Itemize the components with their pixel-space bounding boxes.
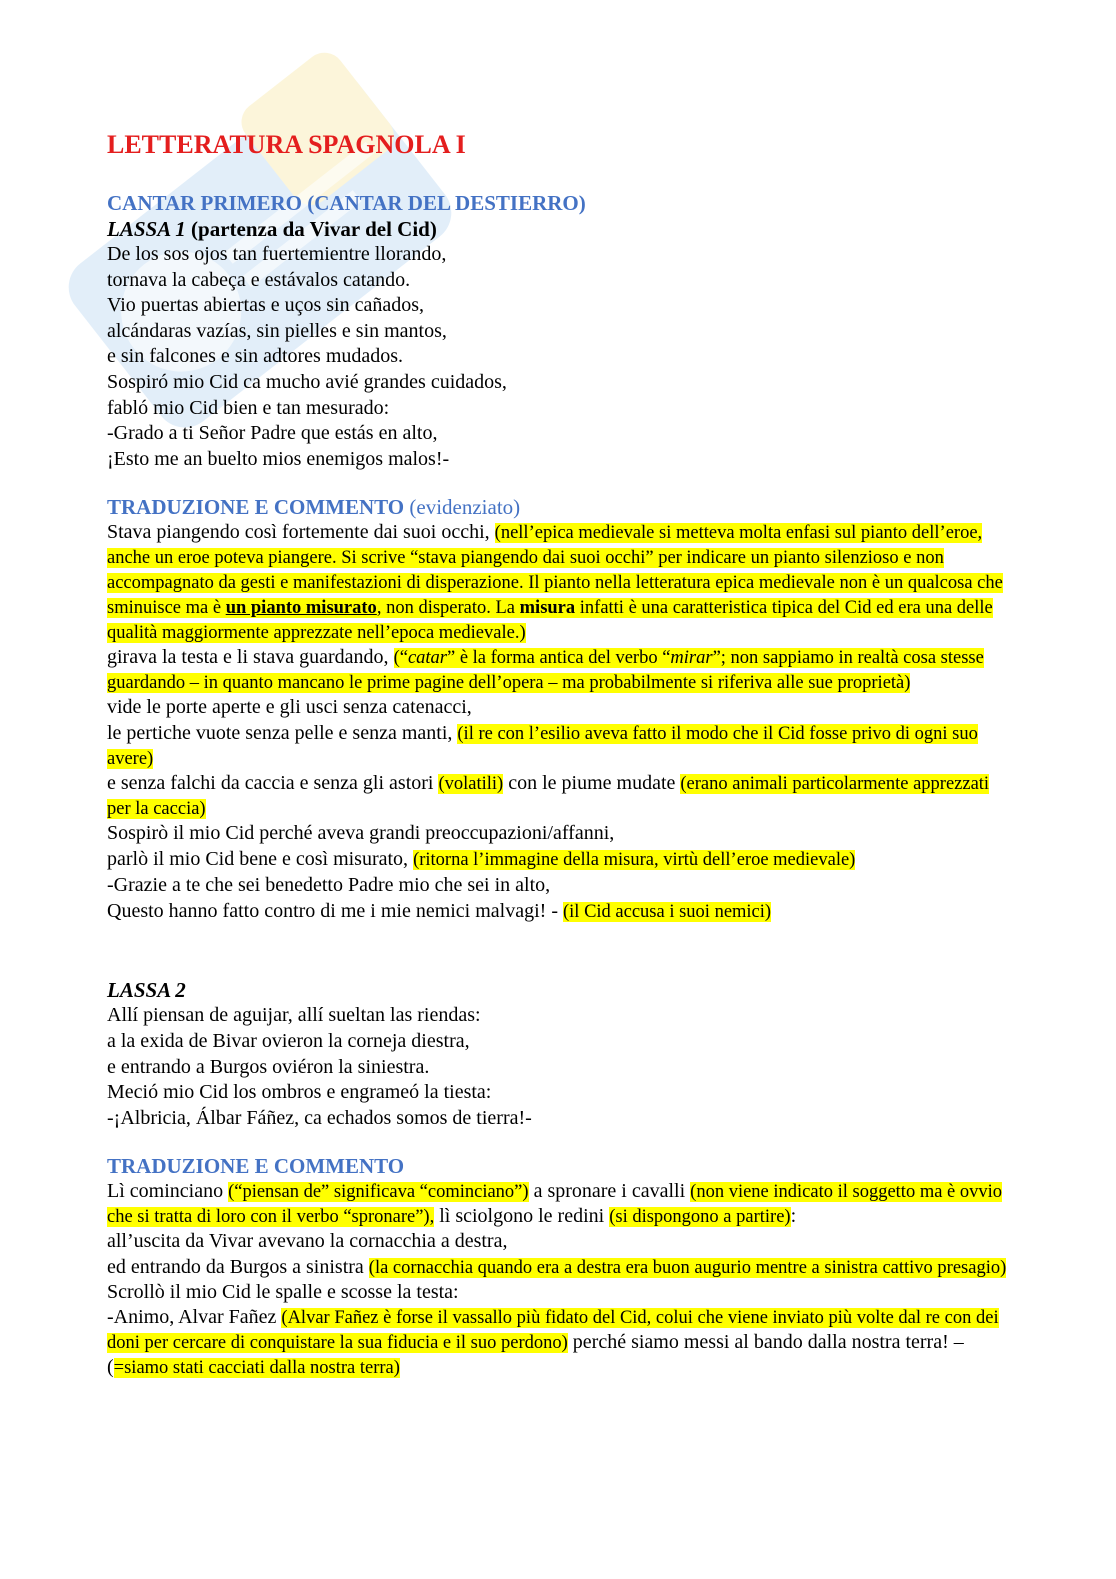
lassa1-title	[107, 216, 1007, 242]
trad2-text: ed entrando da Burgos a sinistra	[107, 1255, 369, 1278]
lassa1-verse: Sospiró mio Cid ca mucho avié grandes cuidados,	[107, 370, 507, 393]
comment-highlight: (si dispongono a partire)	[609, 1207, 791, 1228]
trad1-paragraph: -Grazie a te che sei benedetto Padre mio che sei in alto,	[107, 874, 551, 897]
trad1-paragraph	[107, 771, 1007, 821]
trad1-paragraph: vide le porte aperte e gli usci senza catenacci,	[107, 696, 472, 719]
trad1-heading-note: (evidenziato)	[404, 495, 521, 520]
lassa1-verse: fabló mio Cid bien e tan mesurado:	[107, 396, 390, 419]
trad1-text: con le piume mudate	[503, 771, 681, 794]
comment-highlight: (nell’epica medievale si metteva molta enfasi sul pianto dell’eroe, anche un eroe poteva piangere. Si scrive “stava piangendo dai suoi occhi” per indicare un pianto silenzioso e non accompagnato da gesti e manifestazioni di disperazione. Il pianto nella letteratura epica medievale non è un qualcosa che sminuisce ma è un pianto misurato, non disperato. La misura infatti è una caratteristica tipica del Cid ed era una delle qualità maggiormente apprezzate nell’epoca medievale.)	[107, 523, 1003, 644]
document-page	[107, 128, 1007, 1380]
comment-highlight: (il Cid accusa i suoi nemici)	[563, 901, 772, 922]
lassa2-verse: a la exida de Bivar ovieron la corneja diestra,	[107, 1029, 470, 1052]
comment-highlight: (volatili)	[438, 773, 504, 794]
trad2-paragraph	[107, 1179, 1007, 1229]
trad2-paragraph: all’uscita da Vivar avevano la cornacchia a destra,	[107, 1230, 508, 1253]
trad1-heading	[107, 494, 1007, 520]
lassa1-verse: De los sos ojos tan fuertemientre llorando,	[107, 243, 447, 265]
trad2-paragraph: Scrollò il mio Cid le spalle e scosse la testa:	[107, 1280, 459, 1303]
trad1-paragraph	[107, 847, 1007, 874]
trad2-text: perché siamo messi al bando dalla nostra terra! – (	[107, 1331, 964, 1379]
comment-highlight: (“piensan de” significava “cominciano”)	[228, 1182, 529, 1203]
lassa2-verse: e entrando a Burgos oviéron la siniestra.	[107, 1055, 430, 1078]
trad1-paragraph	[107, 899, 1007, 926]
lassa1-verse: tornava la cabeça e estávalos catando.	[107, 268, 411, 291]
lassa1-verse: ¡Esto me an buelto mios enemigos malos!-	[107, 447, 450, 470]
lassa1-subtitle: (partenza da Vivar del Cid)	[185, 217, 437, 241]
document-title: LETTERATURA SPAGNOLA I	[107, 130, 466, 159]
lassa1-verse: Vio puertas abiertas e uços sin cañados,	[107, 294, 425, 317]
trad1-heading-text: TRADUZIONE E COMMENTO	[107, 495, 405, 520]
comment-highlight: (erano animali particolarmente apprezzati per la caccia)	[107, 773, 990, 819]
trad2-heading: TRADUZIONE E COMMENTO	[107, 1154, 405, 1179]
comment-highlight: (ritorna l’immagine della misura, virtù dell’eroe medievale)	[413, 849, 856, 870]
trad1-text: parlò il mio Cid bene e così misurato,	[107, 847, 414, 870]
comment-highlight: =siamo stati cacciati dalla nostra terra)	[113, 1358, 400, 1379]
trad2-paragraph	[107, 1305, 1007, 1380]
lassa1-verse: e sin falcones e sin adtores mudados.	[107, 345, 404, 368]
trad1-text: girava la testa e li stava guardando,	[107, 646, 394, 669]
trad1-text: e senza falchi da caccia e senza gli astori	[107, 771, 439, 794]
comment-highlight: (la cornacchia quando era a destra era buon augurio mentre a sinistra cattivo presagio)	[368, 1257, 1007, 1278]
trad1-paragraph: Sospirò il mio Cid perché aveva grandi preoccupazioni/affanni,	[107, 821, 615, 844]
lassa1-verse: alcándaras vazías, sin pielles e sin mantos,	[107, 319, 447, 342]
comment-highlight: (il re con l’esilio aveva fatto il modo che il Cid fosse privo di ogni suo avere)	[107, 723, 978, 769]
trad2-text: a spronare i cavalli	[528, 1180, 691, 1203]
lassa2-verse: Meció mio Cid los ombros e engrameó la tiesta:	[107, 1081, 492, 1104]
lassa1-verse: -Grado a ti Señor Padre que estás en alto,	[107, 422, 438, 445]
trad2-paragraph	[107, 1255, 1007, 1280]
trad1-text: Questo hanno fatto contro di me i mie nemici malvagi! -	[107, 899, 563, 922]
comment-highlight: (“catar” è la forma antica del verbo “mirar”; non sappiamo in realtà cosa stesse guardando – in quanto mancano le prime pagine dell’opera – ma probabilmente si riferiva alle sue proprietà)	[107, 648, 984, 694]
lassa2-verse: Allí piensan de aguijar, allí sueltan las riendas:	[107, 1004, 481, 1027]
comment-highlight: (Alvar Fañez è forse il vassallo più fidato del Cid, colui che viene inviato più volte dal re con dei doni per cercare di conquistare la sua fiducia e il suo perdono)	[107, 1308, 999, 1354]
lassa2-title	[107, 977, 1007, 1003]
trad1-paragraph	[107, 721, 1007, 771]
trad1-text: Stava piangendo così fortemente dai suoi occhi,	[107, 521, 495, 544]
trad1-paragraph	[107, 645, 1007, 695]
trad1-paragraph	[107, 520, 1007, 645]
lassa1-label: LASSA 1	[107, 217, 186, 241]
lassa2-label: LASSA 2	[107, 978, 186, 1003]
lassa2-verse: -¡Albricia, Álbar Fáñez, ca echados somos de tierra!-	[107, 1106, 532, 1129]
cantar-heading: CANTAR PRIMERO (CANTAR DEL DESTIERRO)	[107, 191, 586, 215]
comment-highlight: (non viene indicato il soggetto ma è ovvio che si tratta di loro con il verbo “spronare”),	[107, 1182, 1003, 1228]
trad1-text: le pertiche vuote senza pelle e senza manti,	[107, 721, 458, 744]
trad2-text: -Animo, Alvar Fañez	[107, 1306, 282, 1329]
trad2-text: :	[790, 1205, 797, 1228]
trad2-text: lì sciolgono le redini	[434, 1205, 610, 1228]
trad2-text: Lì cominciano	[107, 1180, 229, 1203]
